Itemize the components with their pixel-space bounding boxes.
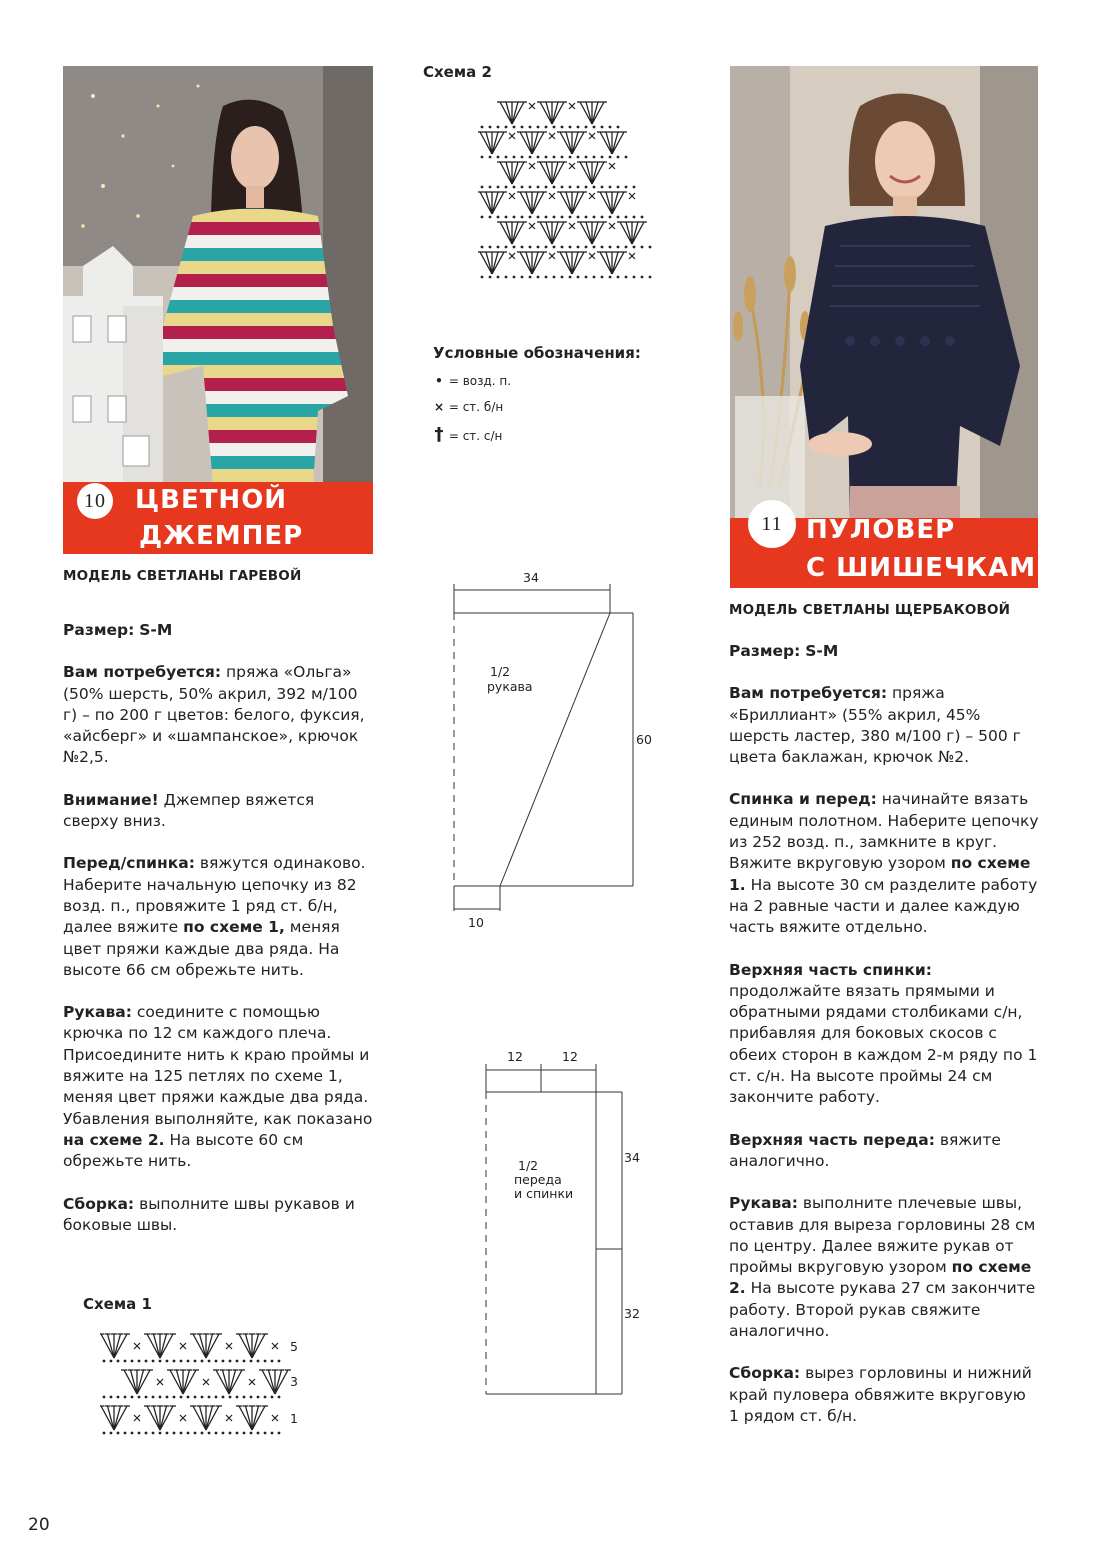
scheme2-stitches: [478, 102, 651, 278]
scheme1-row-3: 3: [290, 1374, 298, 1389]
single-crochet-symbol: ×: [433, 400, 445, 414]
front-back-bold: по схеме 1,: [183, 918, 285, 937]
sleeve-top-width: 34: [523, 570, 539, 585]
body-label-back: и спинки: [514, 1186, 574, 1201]
sleeve-height: 60: [636, 732, 652, 747]
body-label-fraction: 1/2: [518, 1158, 539, 1173]
sleeve-bottom-width: 10: [468, 915, 484, 930]
assembly-label: Сборка:: [729, 1364, 801, 1383]
needs-text: пряжа «Ольга» (50% шерсть, 50% акрил, 392 м/100 г) – по 200 г цветов: белого, фуксия, «айсберг» и «шампанское», крючок №2,5.: [63, 663, 365, 767]
model-number-badge: 11: [748, 500, 796, 548]
sleeve-label-name: рукава: [487, 679, 533, 694]
upper-back-label: Верхняя часть спинки:: [729, 960, 932, 979]
sleeves-bold: по схеме 2.: [729, 1258, 1032, 1298]
legend-text-dc: = ст. с/н: [448, 429, 503, 443]
front-back-label: Перед/спинка:: [63, 854, 195, 873]
legend-item-chain: [433, 374, 511, 388]
neck-width-1: 12: [507, 1049, 523, 1064]
sleeves-label: Рукава:: [63, 1003, 132, 1022]
model-number-badge: 10: [77, 483, 113, 519]
needs-label: Вам потребуется:: [63, 663, 222, 682]
scheme1-row-5: 5: [290, 1339, 298, 1354]
left-instructions: [63, 620, 373, 1257]
sleeves-label: Рукава:: [729, 1194, 798, 1213]
back-front-bold: по схеме 1.: [729, 854, 1031, 894]
scheme1-chart: [100, 1330, 310, 1438]
right-title-line1: ПУЛОВЕР: [806, 515, 956, 545]
body-pattern-diagram: [470, 1040, 660, 1410]
sleeves-text-2: На высоте 60 см обрежьте нить.: [63, 1130, 304, 1171]
left-title-banner: [63, 482, 373, 554]
attention-label: Внимание!: [63, 790, 159, 809]
sleeve-pattern-diagram: [440, 566, 670, 936]
legend-text-sc: = ст. б/н: [448, 400, 504, 414]
assembly-label: Сборка:: [63, 1194, 135, 1213]
size-value: S-M: [139, 621, 173, 639]
legend-item-dc: [433, 424, 502, 445]
sleeve-label-fraction: 1/2: [490, 664, 511, 679]
sleeves-text-1: выполните плечевые швы, оставив для выреза горловины 28 см по центру. Далее вяжите рукав от проймы вкруговую узором: [729, 1194, 1036, 1277]
right-credit: МОДЕЛЬ СВЕТЛАНЫ ЩЕРБАКОВОЙ: [729, 602, 1011, 618]
left-title-line2: ДЖЕМПЕР: [139, 521, 304, 551]
double-crochet-symbol: †: [434, 424, 444, 445]
page-number: 20: [28, 1515, 50, 1535]
scheme1-row-1: 1: [290, 1411, 298, 1426]
right-instructions: [729, 641, 1039, 1448]
sleeves-bold: на схеме 2.: [63, 1130, 165, 1149]
legend-text-chain: = возд. п.: [448, 374, 512, 388]
back-front-text-1: начинайте вязать единым полотном. Наберите цепочку из 252 возд. п., замкните в круг. Вяжите вкруговую узором: [729, 790, 1039, 873]
assembly-text: выполните швы рукавов и боковые швы.: [63, 1194, 355, 1234]
photo-pullover-with-bobbles: [730, 66, 1038, 520]
legend-title: Условные обозначения:: [433, 344, 641, 362]
lower-height: 32: [624, 1306, 640, 1321]
upper-front-label: Верхняя часть переда:: [729, 1130, 935, 1149]
upper-front-text: вяжите аналогично.: [729, 1130, 1001, 1170]
neck-width-2: 12: [562, 1049, 578, 1064]
right-title-line2: С ШИШЕЧКАМИ: [806, 553, 1059, 583]
needs-label: Вам потребуется:: [729, 684, 888, 703]
chain-stitch-symbol: •: [435, 374, 443, 388]
size-label: Размер:: [729, 642, 801, 660]
left-title-line1: ЦВЕТНОЙ: [135, 485, 288, 515]
back-front-text-2: На высоте 30 см разделите работу на 2 равные части и далее каждую часть вяжите отдельно.: [729, 875, 1038, 937]
back-front-label: Спинка и перед:: [729, 790, 877, 809]
upper-back-text: продолжайте вязать прямыми и обратными рядами столбиками с/н, прибавляя для боковых скосов с обеих сторон в каждом 2-м ряду по 1 ст. с/н. На высоте проймы 24 см закончите работу.: [729, 981, 1038, 1107]
size-label: Размер:: [63, 621, 135, 639]
scheme2-chart: [478, 96, 653, 280]
upper-height: 34: [624, 1150, 640, 1165]
photo-colorful-jumper: [63, 66, 373, 554]
body-label-front: переда: [514, 1172, 562, 1187]
scheme1-title: Схема 1: [83, 1295, 152, 1313]
size-value: S-M: [805, 642, 839, 660]
left-credit: МОДЕЛЬ СВЕТЛАНЫ ГАРЕВОЙ: [63, 568, 302, 584]
attention-text: Джемпер вяжется сверху вниз.: [63, 790, 315, 831]
scheme1-stitches: [100, 1334, 291, 1434]
scheme2-title: Схема 2: [423, 63, 492, 81]
needs-text: пряжа «Бриллиант» (55% акрил, 45% шерсть ластер, 380 м/100 г) – 500 г цвета баклажан, крючок №2.: [729, 684, 1021, 767]
assembly-text: вырез горловины и нижний край пуловера обвяжите вкруговую 1 рядом ст. б/н.: [729, 1364, 1032, 1425]
sleeves-text-1: соедините с помощью крючка по 12 см каждого плеча. Присоедините нить к краю проймы и вяжите на 125 петлях по схеме 1, меняя цвет пряжи каждые два ряда. Убавления выполняйте, как показано: [63, 1003, 373, 1128]
right-title-banner: [730, 513, 1059, 588]
legend-item-sc: [433, 400, 503, 414]
sleeves-text-2: На высоте рукава 27 см закончите работу. Второй рукав свяжите аналогично.: [729, 1279, 1036, 1341]
front-back-text-1: вяжутся одинаково. Наберите начальную цепочку из 82 возд. п., провяжите 1 ряд ст. б/н, далее вяжите: [63, 854, 366, 937]
front-back-text-2: меняя цвет пряжи каждые два ряда. На высоте 66 см обрежьте нить.: [63, 918, 340, 979]
